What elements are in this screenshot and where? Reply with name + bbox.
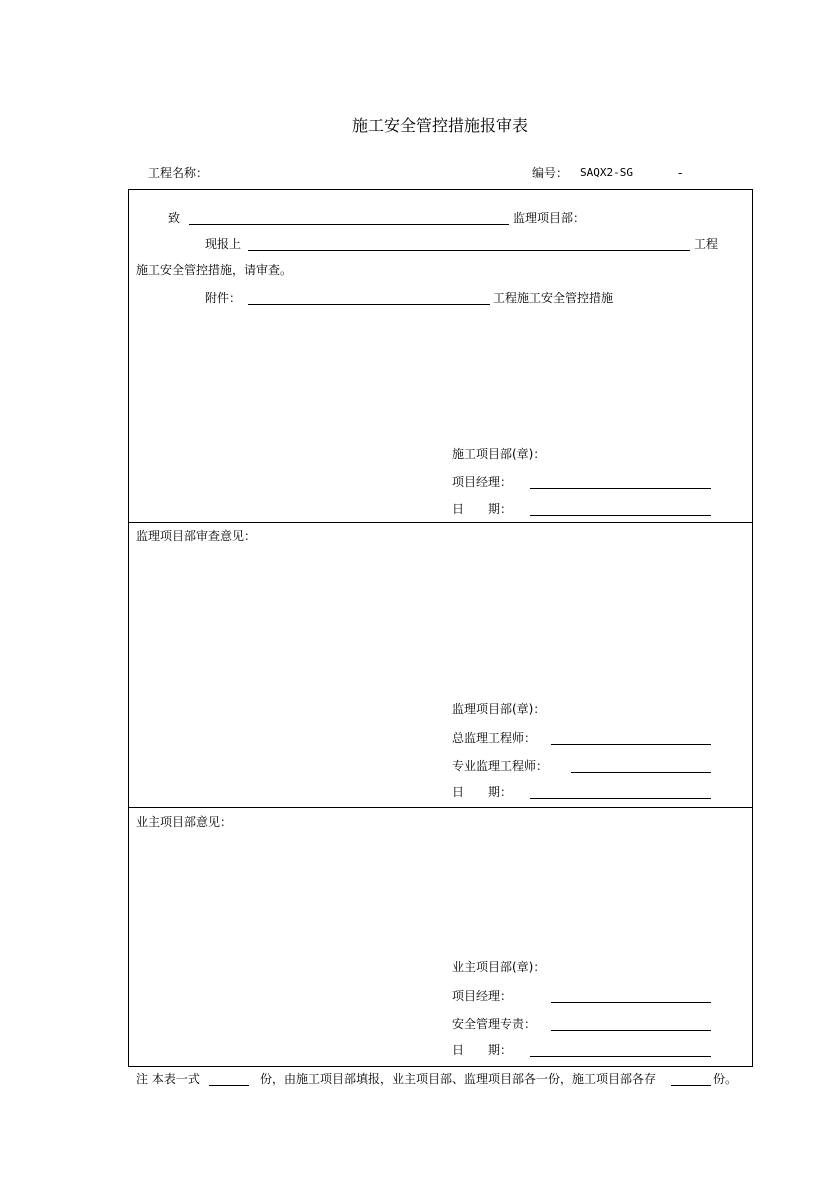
to-suffix: 监理项目部： — [513, 211, 586, 225]
footer-note-middle: 份，由施工项目部填报，业主项目部、监理项目部各一份，施工项目部各存 — [260, 1072, 657, 1086]
footer-note-prefix: 注 本表一式 — [136, 1072, 200, 1086]
owner-date-line[interactable] — [530, 1056, 711, 1057]
construction-manager-label: 项目经理： — [452, 475, 513, 489]
page-title: 施工安全管控措施报审表 — [352, 116, 529, 135]
construction-date-label: 日 期： — [452, 502, 513, 516]
attach-line[interactable] — [248, 304, 490, 305]
attach-suffix: 工程施工安全管控措施 — [493, 291, 614, 305]
footer-copies-line-1[interactable] — [209, 1085, 249, 1086]
section-divider-1 — [128, 522, 753, 523]
safety-officer-line[interactable] — [551, 1030, 711, 1031]
chief-engineer-label: 总监理工程师： — [452, 731, 537, 745]
attach-label: 附件： — [205, 291, 242, 305]
section-divider-2 — [128, 807, 753, 808]
supervision-date-label: 日 期： — [452, 785, 513, 799]
safety-officer-label: 安全管理专责： — [452, 1017, 537, 1031]
form-frame — [128, 189, 753, 1067]
to-label: 致 — [168, 211, 181, 225]
project-name-label: 工程名称： — [148, 166, 209, 180]
number-value: SAQX2-SG — [580, 166, 633, 179]
report-suffix: 工程 — [694, 237, 719, 251]
owner-dept-seal: 业主项目部(章)： — [452, 960, 546, 974]
report-prefix: 现报上 — [205, 237, 242, 251]
owner-manager-label: 项目经理： — [452, 989, 513, 1003]
chief-engineer-line[interactable] — [551, 744, 711, 745]
construction-manager-line[interactable] — [530, 488, 711, 489]
supervision-dept-seal: 监理项目部(章)： — [452, 702, 546, 716]
construction-date-line[interactable] — [530, 515, 711, 516]
footer-note-suffix: 份。 — [713, 1072, 738, 1086]
owner-date-label: 日 期： — [452, 1043, 513, 1057]
specialist-engineer-label: 专业监理工程师： — [452, 759, 549, 773]
supervision-heading: 监理项目部审查意见： — [136, 529, 257, 543]
footer-copies-line-2[interactable] — [671, 1085, 711, 1086]
corner-mark — [128, 189, 133, 196]
report-project-line[interactable] — [248, 250, 690, 251]
owner-manager-line[interactable] — [551, 1002, 711, 1003]
report-line-2: 施工安全管控措施，请审查。 — [136, 263, 293, 277]
owner-heading: 业主项目部意见： — [136, 815, 233, 829]
specialist-engineer-line[interactable] — [571, 772, 711, 773]
construction-dept-seal: 施工项目部(章)： — [452, 447, 546, 461]
supervision-date-line[interactable] — [530, 798, 711, 799]
number-dash: - — [678, 166, 683, 180]
to-recipient-line[interactable] — [189, 224, 509, 225]
number-label: 编号： — [532, 166, 569, 180]
